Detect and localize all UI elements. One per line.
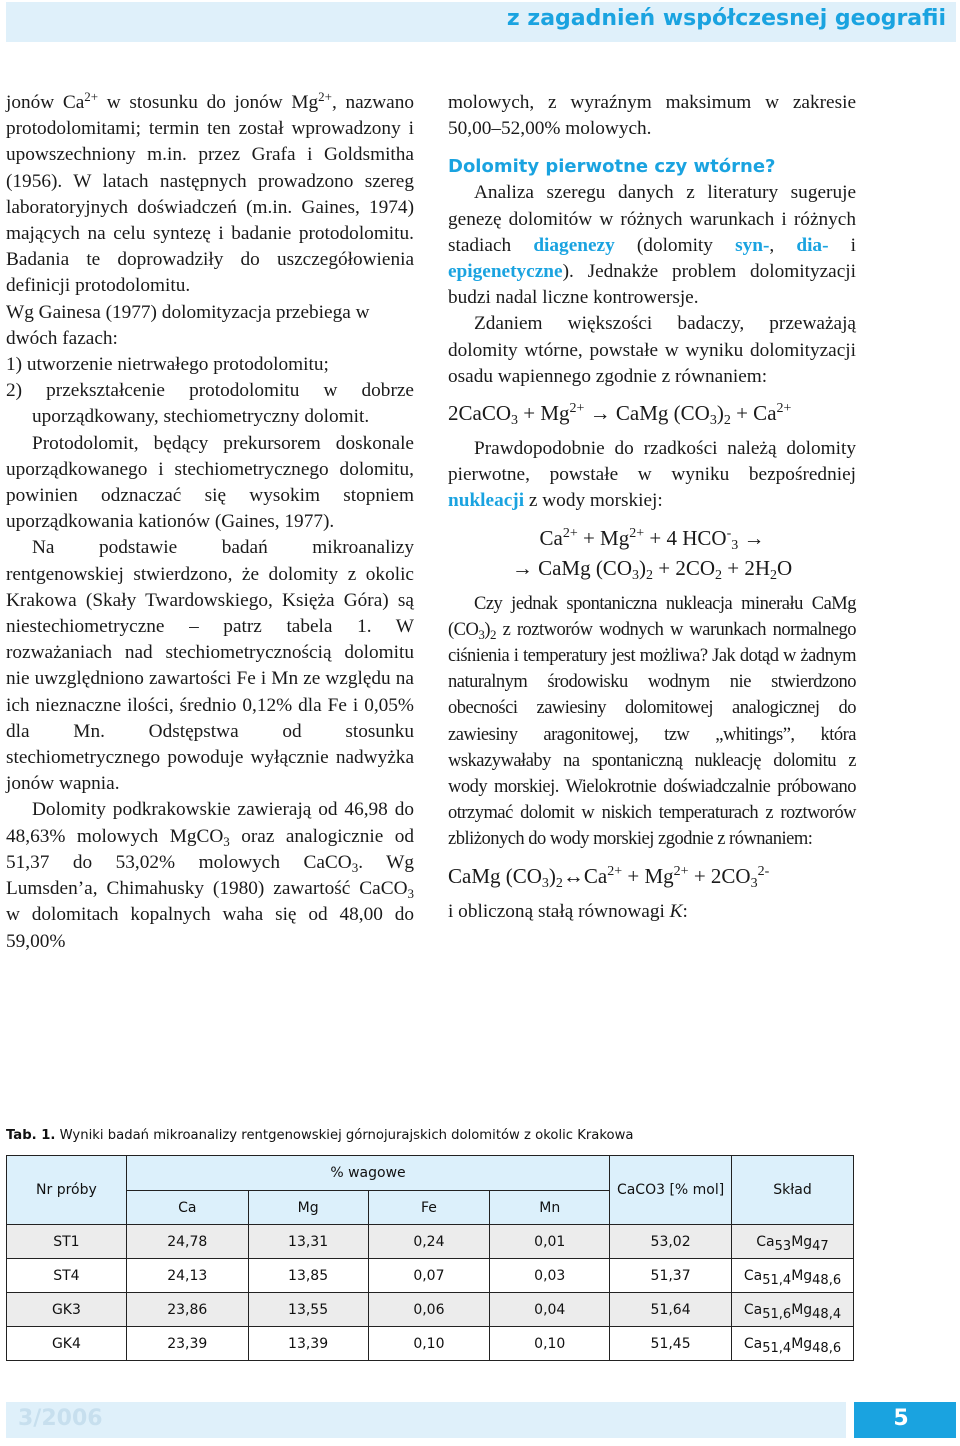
cell-mg: 13,39 — [248, 1327, 368, 1361]
header-wagowe: % wagowe — [126, 1156, 609, 1191]
left-paragraph-3: Protodolomit, będący prekursorem doskonale uporządkowanego i stechiometrycznego dolomitu, powinien odznaczać się wysokim stopniem uporządkowania kationów (Gaines, 1977). — [6, 432, 414, 533]
cell-mn: 0,01 — [490, 1225, 610, 1259]
cell-ca: 23,39 — [126, 1327, 248, 1361]
header-ca: Ca — [126, 1191, 248, 1225]
cell-caco3: 51,45 — [610, 1327, 732, 1361]
left-paragraph-4: Na podstawie badań mikroanalizy rentgenowskiej stwierdzono, że dolomity z okolic Krakowa (Skały Twardowskiego, Księża Góra) są niestechiometryczne – patrz tabela 1. W rozważaniach nad stechiometrycznością dolomitu nie uwzględniono zawartości Fe i Mn ze względu na ich nieznaczne ilości, średnio 0,12% dla Fe i 0,05% dla Mn. Odstępstwa od stosunku stechiometrycznego powoduje wyłącznie nadwyżka jonów wapnia. — [6, 537, 414, 795]
table-caption-text: Wyniki badań mikroanalizy rentgenowskiej górnojurajskich dolomitów z okolic Krakowa — [55, 1128, 634, 1143]
page-number: 5 — [893, 1406, 909, 1431]
cell-sklad: Ca51,4Mg48,6 — [732, 1259, 854, 1293]
cell-caco3: 51,37 — [610, 1259, 732, 1293]
cell-ca: 24,13 — [126, 1259, 248, 1293]
equation-nucleation-line-2: → CaMg $(CO_3)_2 + 2CO_2 + 2H_2O$ — [511, 555, 793, 583]
table-row — [7, 1327, 854, 1361]
cell-caco3: 53,02 — [610, 1225, 732, 1259]
table-caption-label: Tab. 1. — [6, 1128, 56, 1143]
table-row — [7, 1293, 854, 1327]
cell-mg: 13,31 — [248, 1225, 368, 1259]
cell-id: GK3 — [7, 1293, 127, 1327]
results-table — [6, 1155, 854, 1361]
cell-mn: 0,10 — [490, 1327, 610, 1361]
table-row — [7, 1259, 854, 1293]
right-paragraph-2: Analiza szeregu danych z literatury sugeruje genezę dolomitów w różnych warunkach i różnych stadiach diagenezy (dolomity syn-, dia- i epigenetyczne). Jednakże problem dolomityzacji budzi nadal liczne kontrowersje. — [448, 182, 856, 309]
header-mn: Mn — [490, 1191, 610, 1225]
cell-id: GK4 — [7, 1327, 127, 1361]
cell-id: ST4 — [7, 1259, 127, 1293]
left-list-item-2: 2) przekształcenie protodolomitu w dobrze uporządkowany, stechiometryczny dolomit. — [6, 380, 414, 428]
equation-dolomitization: 2CaCO$_3$ + $Mg^{2+}$ → CaMg $(CO_3)_2 + Ca^{2+}$ — [448, 401, 792, 429]
cell-ca: 23,86 — [126, 1293, 248, 1327]
left-paragraph-5: Dolomity podkrakowskie zawierają od 46,98 do 48,63% molowych MgCO$_3$ oraz analogicznie od 51,37 do 53,02% molowych CaCO$_3$. Wg Lumsden’a, Chimahusky (1980) zawartość CaCO$_3$ w dolomitach kopalnych waha się od 48,00 do 59,00% — [6, 799, 414, 952]
section-heading: Dolomity pierwotne czy wtórne? — [448, 156, 776, 178]
left-paragraph-2: Wg Gainesa (1977) dolomityzacja przebiega w dwóch fazach: — [6, 301, 370, 349]
table-caption — [6, 1128, 633, 1143]
right-column — [448, 90, 856, 925]
header-mg: Mg — [248, 1191, 368, 1225]
footer-issue-number: 3/2006 — [18, 1406, 103, 1431]
cell-mg: 13,85 — [248, 1259, 368, 1293]
right-paragraph-4: Prawdopodobnie do rzadkości należą dolomity pierwotne, powstałe w wyniku bezpośredniej nukleacji z wody morskiej: — [448, 438, 856, 512]
left-column — [6, 90, 414, 955]
right-paragraph-1: molowych, z wyraźnym maksimum w zakresie 50,00–52,00% molowych. — [448, 92, 856, 140]
cell-sklad: Ca51,6Mg48,4 — [732, 1293, 854, 1327]
equation-dissolution: CaMg $(CO_3)_2\leftrightarrow Ca^{2+} + Mg^{2+} + 2CO_3^{2-}$ — [448, 863, 770, 891]
left-paragraph-1: jonów $Ca^{2+}$ w stosunku do jonów $Mg^{2+}$, nazwano protodolomitami; termin ten został wprowadzony i upowszechniony m.in. przez Grafa i Goldsmitha (1956). W latach następnych prowadzono szereg laboratoryjnych doświadczeń (m.in. Gaines, 1974) mających na celu syntezę i badanie protodolomitu. Badania te doprowadziły do uszczegółowienia definicji protodolomitu. — [6, 89, 414, 297]
footer-band — [6, 1402, 846, 1438]
cell-mn: 0,04 — [490, 1293, 610, 1327]
cell-mn: 0,03 — [490, 1259, 610, 1293]
right-paragraph-3: Zdaniem większości badaczy, przeważają dolomity wtórne, powstałe w wyniku dolomityzacji osadu wapiennego zgodnie z równaniem: — [448, 313, 856, 387]
cell-mg: 13,55 — [248, 1293, 368, 1327]
cell-sklad: Ca51,4Mg48,6 — [732, 1327, 854, 1361]
cell-id: ST1 — [7, 1225, 127, 1259]
cell-caco3: 51,64 — [610, 1293, 732, 1327]
cell-fe: 0,06 — [368, 1293, 490, 1327]
cell-sklad: Ca53Mg47 — [732, 1225, 854, 1259]
header-nr-proby: Nr próby — [7, 1156, 127, 1225]
right-paragraph-6: i obliczoną stałą równowagi K: — [448, 900, 688, 922]
cell-ca: 24,78 — [126, 1225, 248, 1259]
running-header-title: z zagadnień współczesnej geografii — [506, 6, 946, 31]
table-row — [7, 1225, 854, 1259]
right-paragraph-5: Czy jednak spontaniczna nukleacja minerału CaMg $(CO_3)_2$ z roztworów wodnych w warunkach normalnego ciśnienia i temperatury jest możliwa? Jak dotąd w żadnym naturalnym środowisku wodnym nie stwierdzono obecności zawiesiny dolomitowej analogicznej do zawiesiny aragonitowej, tzw „whitings”, która wskazywałaby na spontaniczną nukleację dolomitu z wody morskiej. Wielokrotnie doświadczalnie próbowano otrzymać dolomit w niskich temperaturach z roztworów zbliżonych do wody morskiej zgodnie z równaniem: — [448, 593, 856, 850]
header-sklad: Skład — [732, 1156, 854, 1225]
header-caco3: CaCO3 [% mol] — [610, 1156, 732, 1225]
equation-nucleation-line-1: $Ca^{2+} + Mg^{2+} + 4$ $HCO^-_3$ → — [539, 525, 765, 553]
cell-fe: 0,10 — [368, 1327, 490, 1361]
left-list-item-1: 1) utworzenie nietrwałego protodolomitu; — [6, 354, 329, 376]
cell-fe: 0,07 — [368, 1259, 490, 1293]
cell-fe: 0,24 — [368, 1225, 490, 1259]
header-fe: Fe — [368, 1191, 490, 1225]
